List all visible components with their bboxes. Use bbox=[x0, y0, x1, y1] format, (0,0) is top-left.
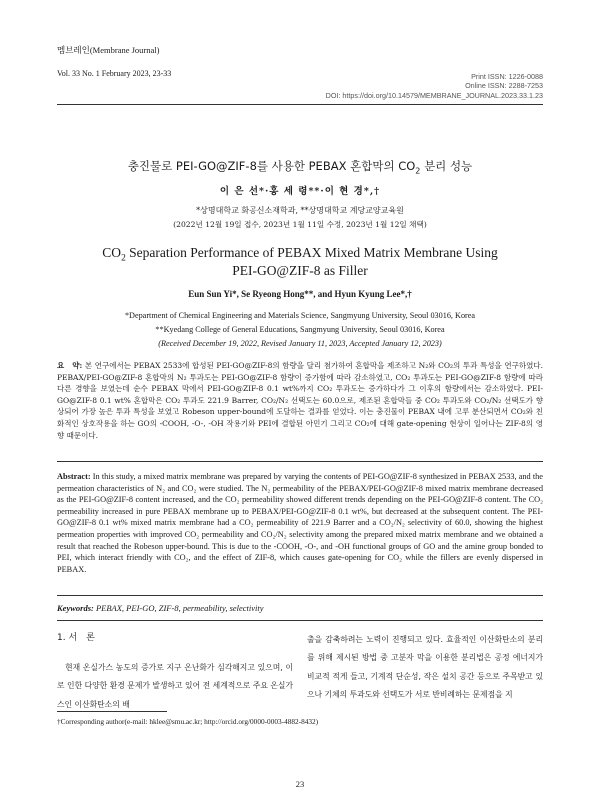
korean-authors: 이 은 선*·홍 세 령**·이 현 경*,† bbox=[219, 186, 381, 197]
korean-title-post: 분리 성능 bbox=[420, 159, 473, 173]
korean-title-sub: 2 bbox=[415, 166, 421, 176]
korean-abstract-label: 요 약: bbox=[57, 361, 83, 370]
english-affiliation-1: *Department of Chemical Engineering and Materials Science, Sangmyung University, Seoul 03016, Korea bbox=[124, 311, 476, 320]
korean-abstract bbox=[57, 360, 543, 441]
body-left-column: 현재 온실가스 농도의 증가로 지구 온난화가 심각해지고 있으며, 이로 인한 다양한 환경 문제가 발생하고 있어 전 세계적으로 주요 온실가스인 이산화탄소의 배 bbox=[57, 663, 293, 709]
section-heading-introduction: 1. 서 론 bbox=[57, 633, 95, 643]
body-right-column: 출을 감축하려는 노력이 진행되고 있다. 효율적인 이산화탄소의 분리를 위해 제시된 방법 중 고분자 막을 이용한 분리법은 공정 에너지가 비교적 적게 들고, 기계적 단순성, 작은 설치 공간 등으로 주목받고 있으나 기체의 투과도와 선택도가 서로 반비례하는 문제점을 지 bbox=[307, 635, 543, 700]
keywords-text: PEBAX, PEI-GO, ZIF-8, permeability, selectivity bbox=[93, 603, 264, 613]
english-abstract-label: Abstract: bbox=[57, 472, 91, 481]
corresponding-author-footnote: †Corresponding author(e-mail: hklee@smu.ac.kr; http://orcid.org/0000-0003-4882-8432) bbox=[57, 717, 319, 726]
english-title-sub: 2 bbox=[121, 253, 126, 264]
korean-title-pre: 충진물로 PEI-GO@ZIF-8를 사용한 PEBAX 혼합막의 CO bbox=[127, 159, 416, 173]
english-abstract-text: In this study, a mixed matrix membrane was prepared by varying the contents of PEI-GO@ZIF-8 synthesized in PEBAX 2533, and the permeation characteristics of N₂ and CO₂ were studied. The N₂ permeability of the PEBAX/PEI-GO@ZIF-8 mixed matrix membrane decreased as the PEI-GO@ZIF-8 content increased, and the CO₂ permeability showed different trends depending on the PEI-GO@ZIF-8 content. The CO₂ permeability increased in pure PEBAX membrane up to PEBAX/PEI-GO@ZIF-8 0.1 wt%, but decreased at the subsequent content. The PEI-GO@ZIF-8 0.1 wt% mixed matrix membrane had a CO₂ permeability of 221.9 Barrer and a CO₂/N₂ selectivity of 60.0, showing the highest permeation properties with improved CO₂ permeability and CO₂/N₂ selectivity among the prepared mixed matrix membrane and we obtained a result that reached the Robeson upper-bound. This is due to the -COOH, -O-, and -OH functional groups of GO and the amine group bonded to PEI, which interact friendly with CO₂, and the effect of ZIF-8, which causes gate-opening for CO₂ while the fillers are evenly dispersed in PEBAX. bbox=[57, 472, 543, 574]
english-title-pre: CO bbox=[102, 245, 122, 260]
english-affiliation-2: **Kyedang College of General Educations, Sangmyung University, Seoul 03016, Korea bbox=[155, 325, 445, 334]
page-number: 23 bbox=[295, 779, 305, 789]
footnote-rule bbox=[57, 711, 167, 712]
keywords bbox=[57, 603, 543, 613]
english-title-post: Separation Performance of PEBAX Mixed Matrix Membrane Using bbox=[125, 245, 498, 260]
print-issn: Print ISSN: 1226-0088 bbox=[471, 72, 543, 81]
korean-abstract-text: 본 연구에서는 PEBAX 2533에 합성된 PEI-GO@ZIF-8의 함량을 달리 첨가하여 혼합막을 제조하고 N₂와 CO₂의 투과 특성을 연구하였다. PEBAX/PEI-GO@ZIF-8 혼합막의 N₂ 투과도는 PEI-GO@ZIF-8 함량이 증가함에 따라 감소하였고, CO₂ 투과도는 PEI-GO@ZIF-8 함량에 따라 다른 경향을 보였는데 순수 PEBAX 막에서 PEI-GO@ZIF-8 0.1 wt%까지 CO₂ 투과도는 증가하다가 그 이후의 함량에서는 감소하였다. PEI-GO@ZIF-8 0.1 wt% 혼합막은 CO₂ 투과도 221.9 Barrer, CO₂/N₂ 선택도는 60.0으로, 제조된 혼합막들 중 CO₂ 투과도와 CO₂/N₂ 선택도가 향상되어 가장 높은 투과 특성을 보였고 Robeson upper-bound에 도달하는 결과를 얻었다. 이는 충진물이 PEBAX 내에 고루 분산되면서 CO₂와 친화적인 상호작용을 하는 GO의 -COOH, -O-, -OH 작용기와 PEI에 결합된 아민기 그리고 CO₂에 대해 gate-opening 현상이 일어나는 ZIF-8의 영향 때문이다. bbox=[57, 361, 543, 440]
korean-title bbox=[50, 158, 550, 174]
english-title bbox=[50, 244, 550, 280]
korean-dates: (2022년 12월 19일 접수, 2023년 1월 11일 수정, 2023년 1월 12일 채택) bbox=[173, 220, 427, 229]
english-title-line2: PEI-GO@ZIF-8 as Filler bbox=[232, 263, 368, 278]
english-title-line1 bbox=[50, 244, 550, 262]
header-rule bbox=[57, 104, 543, 105]
english-authors: Eun Sun Yi*, Se Ryeong Hong**, and Hyun Kyung Lee*,† bbox=[188, 289, 412, 299]
keywords-label: Keywords: bbox=[57, 603, 94, 613]
abstract-divider bbox=[57, 461, 543, 462]
english-dates: (Received December 19, 2022, Revised January 11, 2023, Accepted January 12, 2023) bbox=[158, 339, 442, 348]
korean-affiliations: *상명대학교 화공신소재학과, **상명대학교 계당교양교육원 bbox=[196, 206, 404, 215]
journal-name: 멤브레인(Membrane Journal) bbox=[57, 45, 160, 55]
keywords-divider bbox=[57, 595, 543, 596]
english-abstract bbox=[57, 471, 543, 575]
doi-link[interactable]: DOI: https://doi.org/10.14579/MEMBRANE_JOURNAL.2023.33.1.23 bbox=[325, 91, 543, 100]
online-issn: Online ISSN: 2288-7253 bbox=[465, 81, 543, 90]
keywords-rule bbox=[57, 620, 543, 621]
journal-volume-info: Vol. 33 No. 1 February 2023, 23-33 bbox=[57, 69, 172, 78]
